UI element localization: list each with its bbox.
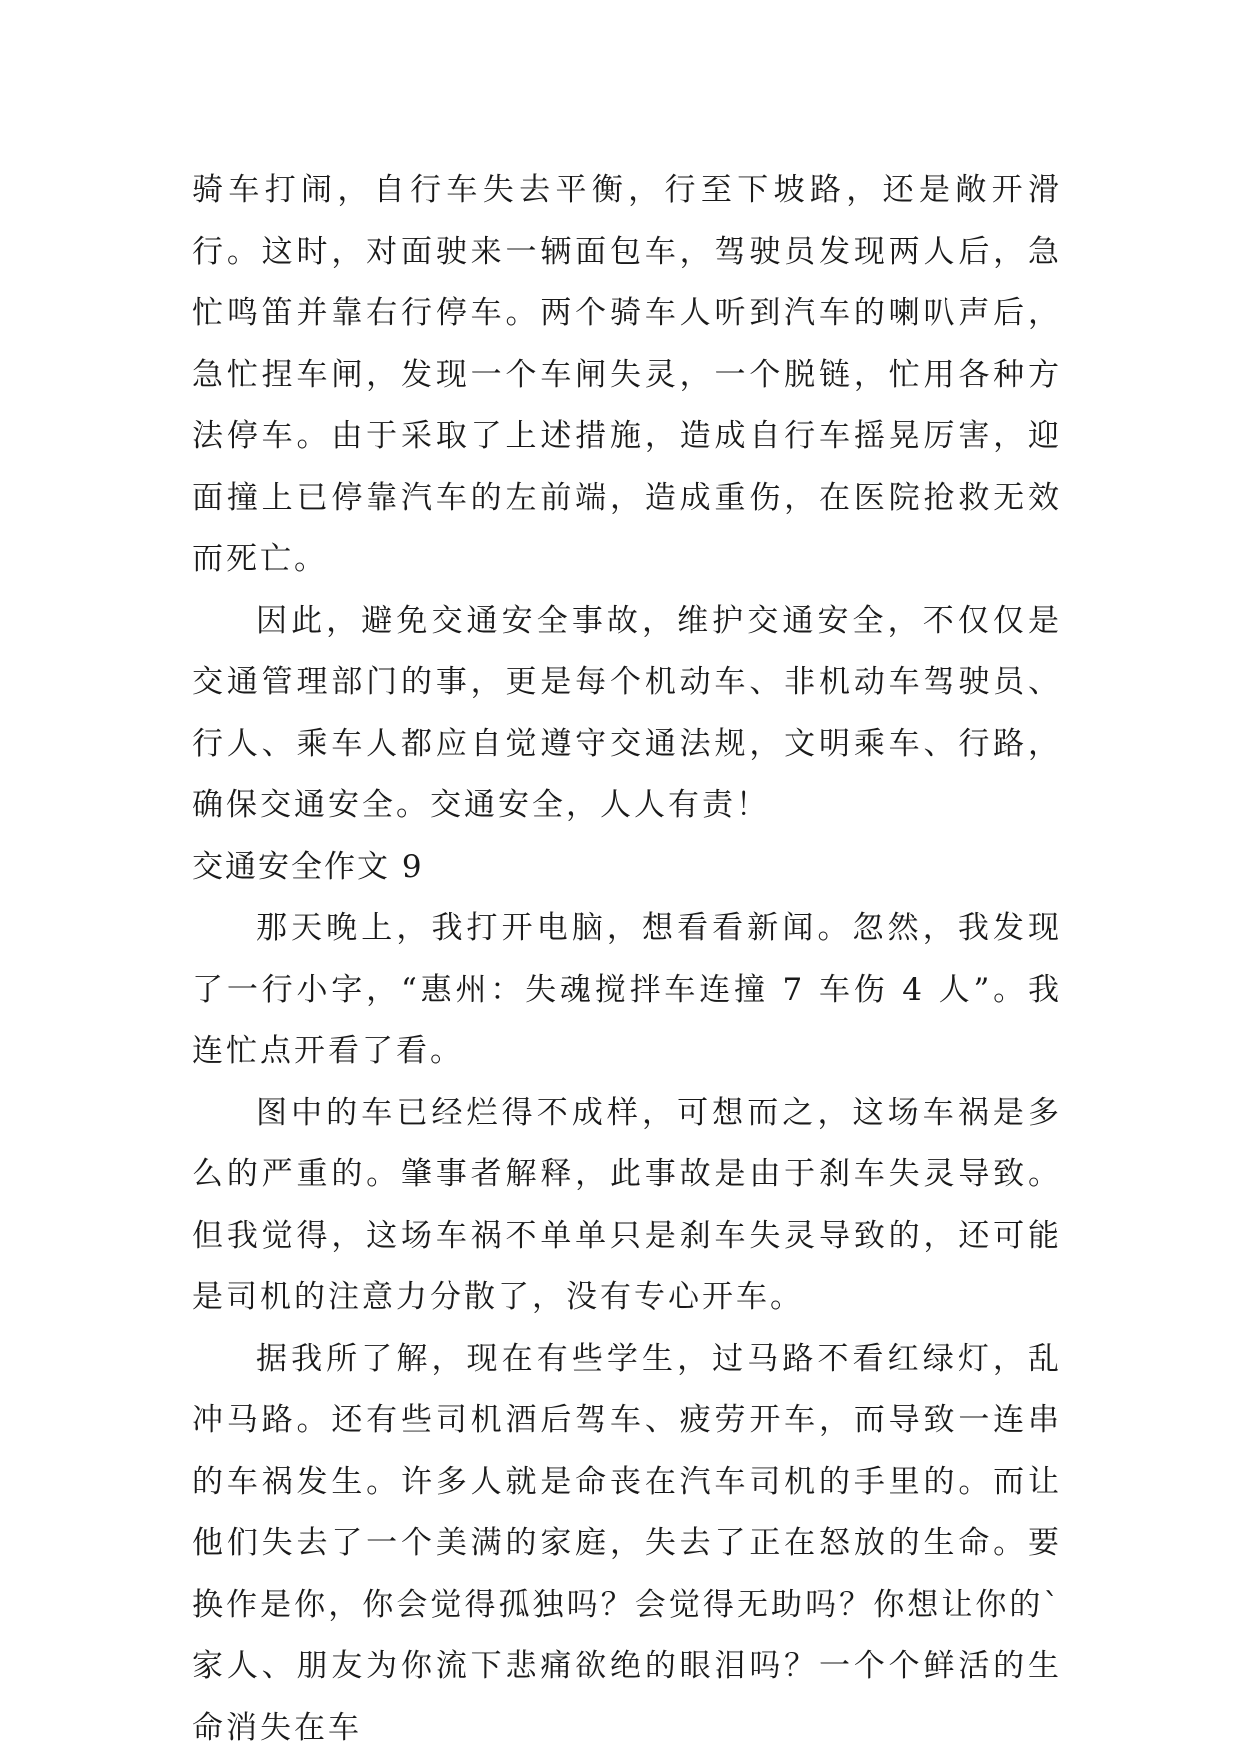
paragraph-news-intro: 那天晚上，我打开电脑，想看看新闻。忽然，我发现了一行小字，“惠州：失魂搅拌车连撞 7 车伤 4 人”。我连忙点开看了看。 [192,898,1062,1083]
paragraph-news-analysis: 图中的车已经烂得不成样，可想而之，这场车祸是多么的严重的。肇事者解释，此事故是由于刹车失灵导致。但我觉得，这场车祸不单单只是刹车失灵导致的，还可能是司机的注意力分散了，没有专心开车。 [192,1083,1062,1329]
paragraph-conclusion: 因此，避免交通安全事故，维护交通安全，不仅仅是交通管理部门的事，更是每个机动车、非机动车驾驶员、行人、乘车人都应自觉遵守交通法规，文明乘车、行路，确保交通安全。交通安全，人人有责！ [192,591,1062,837]
paragraph-accident-story: 骑车打闹，自行车失去平衡，行至下坡路，还是敞开滑行。这时，对面驶来一辆面包车，驾驶员发现两人后，急忙鸣笛并靠右行停车。两个骑车人听到汽车的喇叭声后，急忙捏车闸，发现一个车闸失灵，一个脱链，忙用各种方法停车。由于采取了上述措施，造成自行车摇晃厉害，迎面撞上已停靠汽车的左前端，造成重伤，在医院抢救无效而死亡。 [192,160,1062,591]
section-heading: 交通安全作文 9 [192,837,1062,899]
paragraph-reflection: 据我所了解，现在有些学生，过马路不看红绿灯，乱冲马路。还有些司机酒后驾车、疲劳开车，而导致一连串的车祸发生。许多人就是命丧在汽车司机的手里的。而让他们失去了一个美满的家庭，失去了正在怒放的生命。要换作是你，你会觉得孤独吗？会觉得无助吗？你想让你的`家人、朋友为你流下悲痛欲绝的眼泪吗？一个个鲜活的生命消失在车 [192,1329,1062,1759]
document-body [192,160,1062,1759]
